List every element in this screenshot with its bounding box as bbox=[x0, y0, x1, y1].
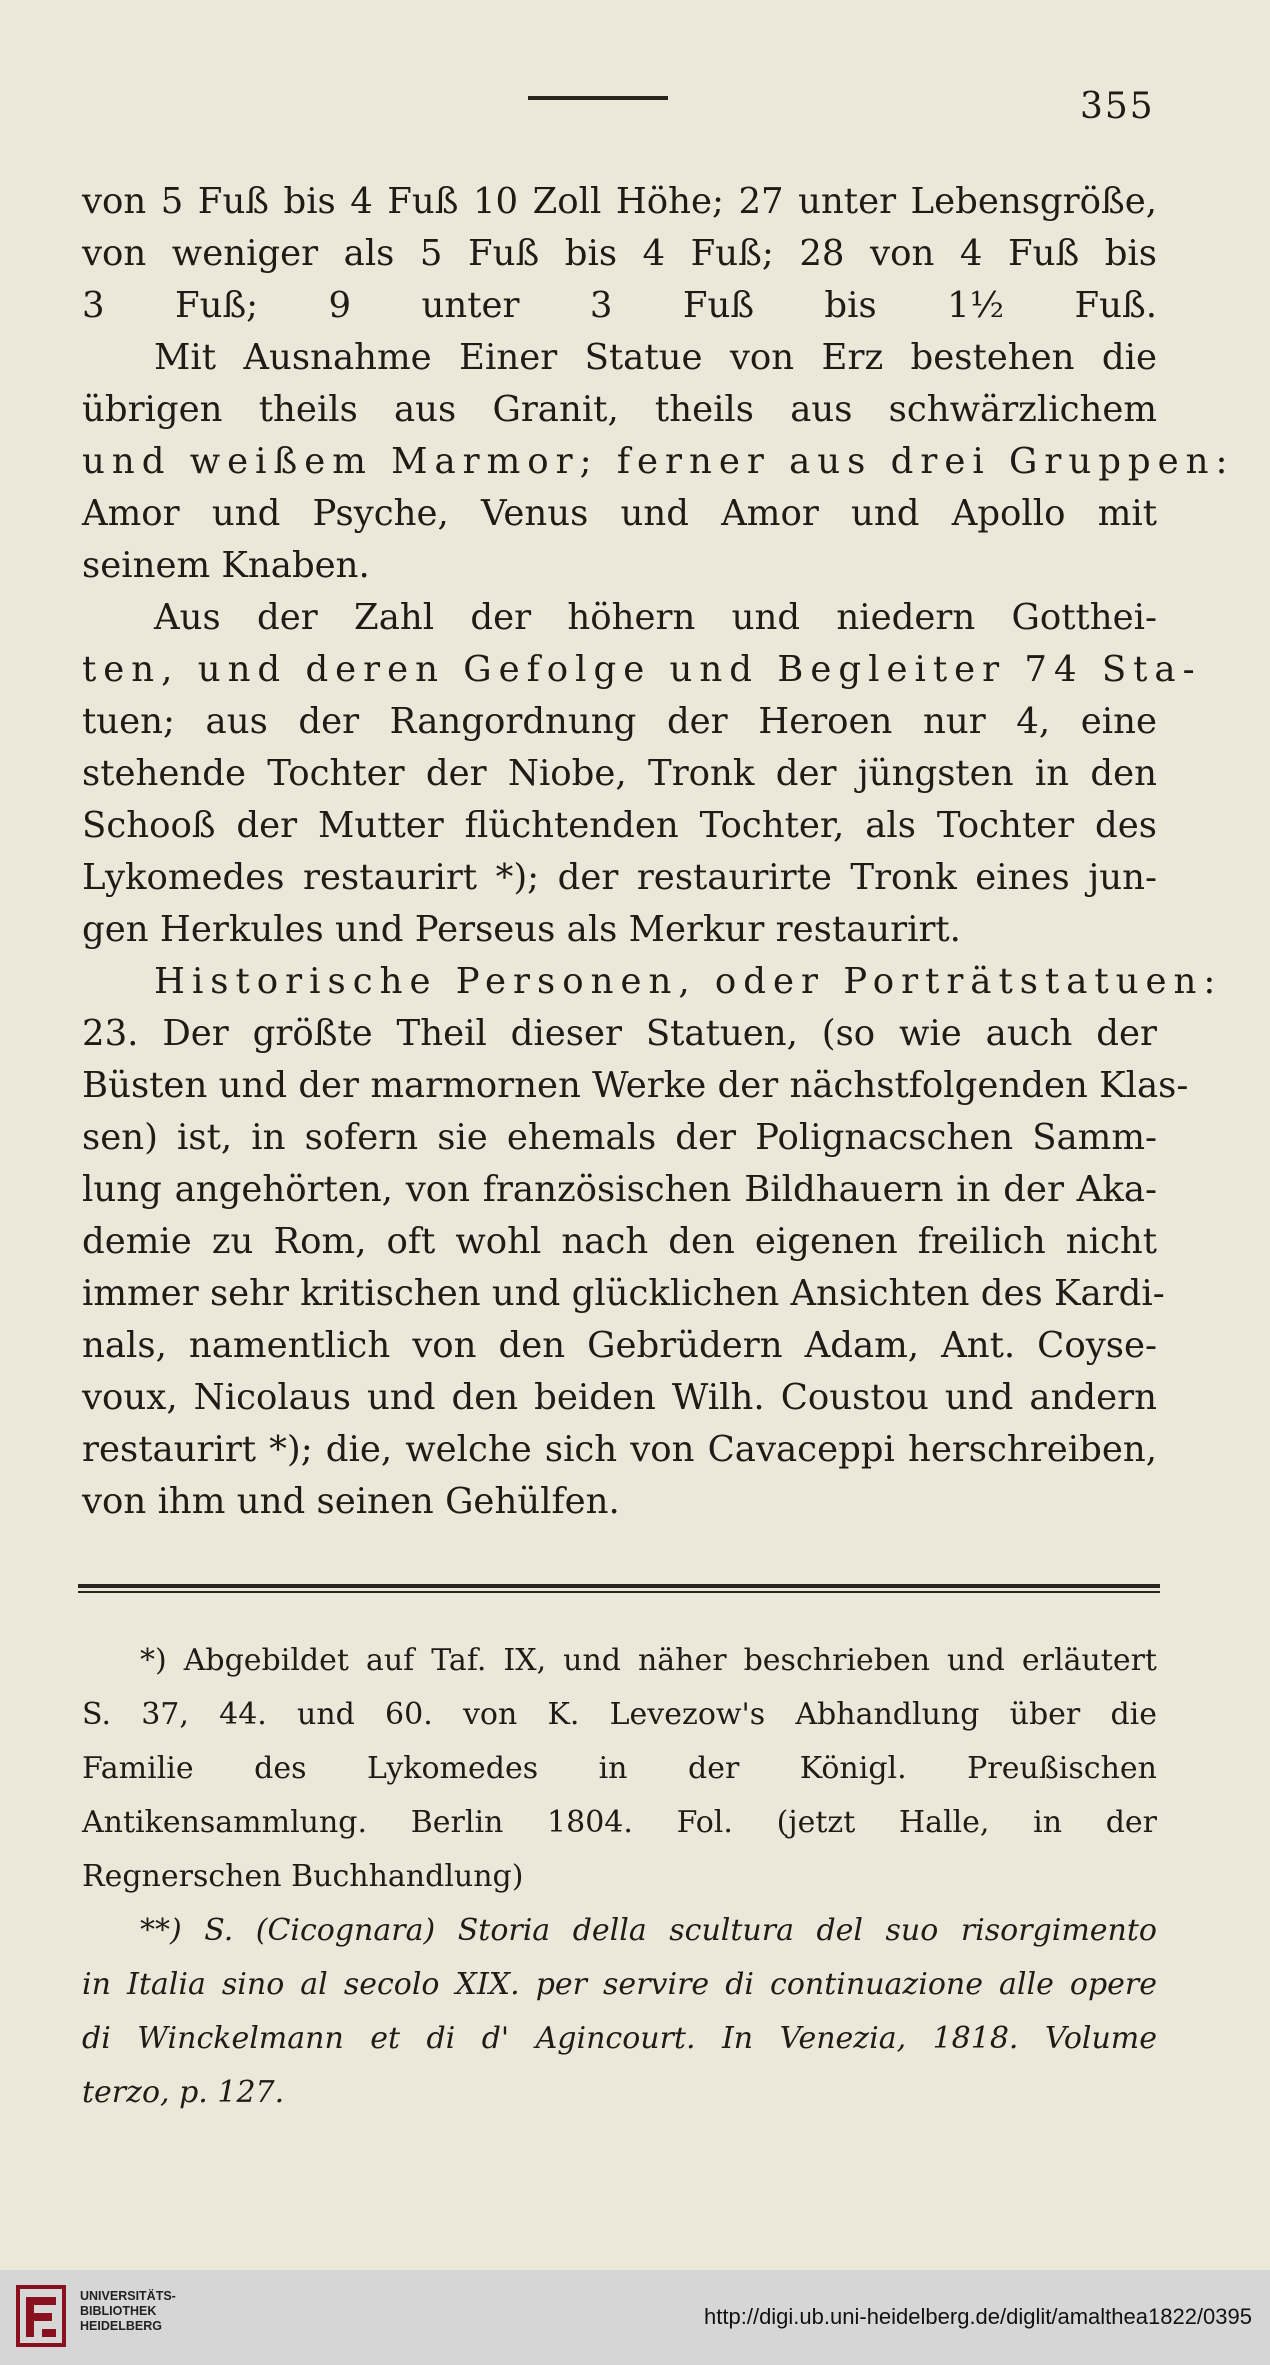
text-line: Schooß der Mutter flüchtenden Tochter, als Tochter des bbox=[82, 805, 1157, 846]
text-line: Amor und Psyche, Venus und Amor und Apollo mit bbox=[82, 493, 1157, 534]
text-line: Büsten und der marmornen Werke der nächstfolgenden Klas- bbox=[82, 1065, 1189, 1106]
footnote-line: Familie des Lykomedes in der Königl. Preußischen bbox=[82, 1751, 1157, 1786]
page-number: 355 bbox=[1080, 86, 1155, 127]
library-name-line-2: BIBLIOTHEK bbox=[80, 2304, 157, 2318]
footnote-line: Antikensammlung. Berlin 1804. Fol. (jetzt Halle, in der bbox=[82, 1805, 1157, 1840]
text-line: stehende Tochter der Niobe, Tronk der jüngsten in den bbox=[82, 753, 1157, 794]
text-line: von weniger als 5 Fuß bis 4 Fuß; 28 von 4 Fuß bis bbox=[82, 233, 1157, 274]
text-line: Historische Personen, oder Porträtstatuen: bbox=[154, 961, 1223, 1002]
text-line: Aus der Zahl der höhern und niedern Gotthei- bbox=[154, 597, 1157, 638]
footnote-line: in Italia sino al secolo XIX. per servire di continuazione alle opere bbox=[82, 1967, 1157, 2002]
library-name-line-3: HEIDELBERG bbox=[80, 2319, 162, 2333]
text-line: nals, namentlich von den Gebrüdern Adam, Ant. Coyse- bbox=[82, 1325, 1157, 1366]
text-line: sen) ist, in sofern sie ehemals der Polignacschen Samm- bbox=[82, 1117, 1157, 1158]
text-line: übrigen theils aus Granit, theils aus schwärzlichem bbox=[82, 389, 1157, 430]
text-line: 3 Fuß; 9 unter 3 Fuß bis 1½ Fuß. bbox=[82, 285, 1157, 326]
page-url-link[interactable]: http://digi.ub.uni-heidelberg.de/diglit/amalthea1822/0395 bbox=[704, 2304, 1252, 2329]
text-line: restaurirt *); die, welche sich von Cavaceppi herschreiben, bbox=[82, 1429, 1157, 1470]
text-line: von 5 Fuß bis 4 Fuß 10 Zoll Höhe; 27 unter Lebensgröße, bbox=[82, 181, 1157, 222]
text-line: voux, Nicolaus und den beiden Wilh. Coustou und andern bbox=[82, 1377, 1157, 1418]
heidelberg-university-library-logo-icon[interactable] bbox=[12, 2283, 70, 2349]
text-line: 23. Der größte Theil dieser Statuen, (so wie auch der bbox=[82, 1013, 1157, 1054]
footnote-line: terzo, p. 127. bbox=[82, 2075, 285, 2110]
footnote-line: *) Abgebildet auf Taf. IX, und näher beschrieben und erläutert bbox=[140, 1643, 1157, 1678]
text-line: ten, und deren Gefolge und Begleiter 74 Sta- bbox=[82, 649, 1202, 690]
text-line: tuen; aus der Rangordnung der Heroen nur 4, eine bbox=[82, 701, 1157, 742]
footnote-separator-thick bbox=[78, 1584, 1160, 1588]
footnote-line: Regnerschen Buchhandlung) bbox=[82, 1859, 524, 1894]
library-name-line-1: UNIVERSITÄTS- bbox=[80, 2289, 176, 2303]
main-text bbox=[82, 176, 1235, 1528]
footnote-line: **) S. (Cicognara) Storia della scultura del suo risorgimento bbox=[140, 1913, 1157, 1948]
text-line: gen Herkules und Perseus als Merkur restaurirt. bbox=[82, 909, 961, 950]
header-rule bbox=[528, 96, 668, 100]
text-line: und weißem Marmor; ferner aus drei Gruppen: bbox=[82, 441, 1235, 482]
text-line: seinem Knaben. bbox=[82, 545, 370, 586]
library-name[interactable] bbox=[80, 2289, 176, 2334]
text-line: Mit Ausnahme Einer Statue von Erz bestehen die bbox=[154, 337, 1157, 378]
text-line: Lykomedes restaurirt *); der restaurirte Tronk eines jun- bbox=[82, 857, 1157, 898]
text-line: lung angehörten, von französischen Bildhauern in der Aka- bbox=[82, 1169, 1157, 1210]
footnote-separator-thin bbox=[78, 1591, 1160, 1593]
footnote-line: S. 37, 44. und 60. von K. Levezow's Abhandlung über die bbox=[82, 1697, 1157, 1732]
text-line: demie zu Rom, oft wohl nach den eigenen freilich nicht bbox=[82, 1221, 1157, 1262]
footnotes bbox=[82, 1634, 1157, 2120]
footnote-line: di Winckelmann et di d' Agincourt. In Venezia, 1818. Volume bbox=[82, 2021, 1157, 2056]
text-line: immer sehr kritischen und glücklichen Ansichten des Kardi- bbox=[82, 1273, 1165, 1314]
text-line: von ihm und seinen Gehülfen. bbox=[82, 1481, 620, 1522]
